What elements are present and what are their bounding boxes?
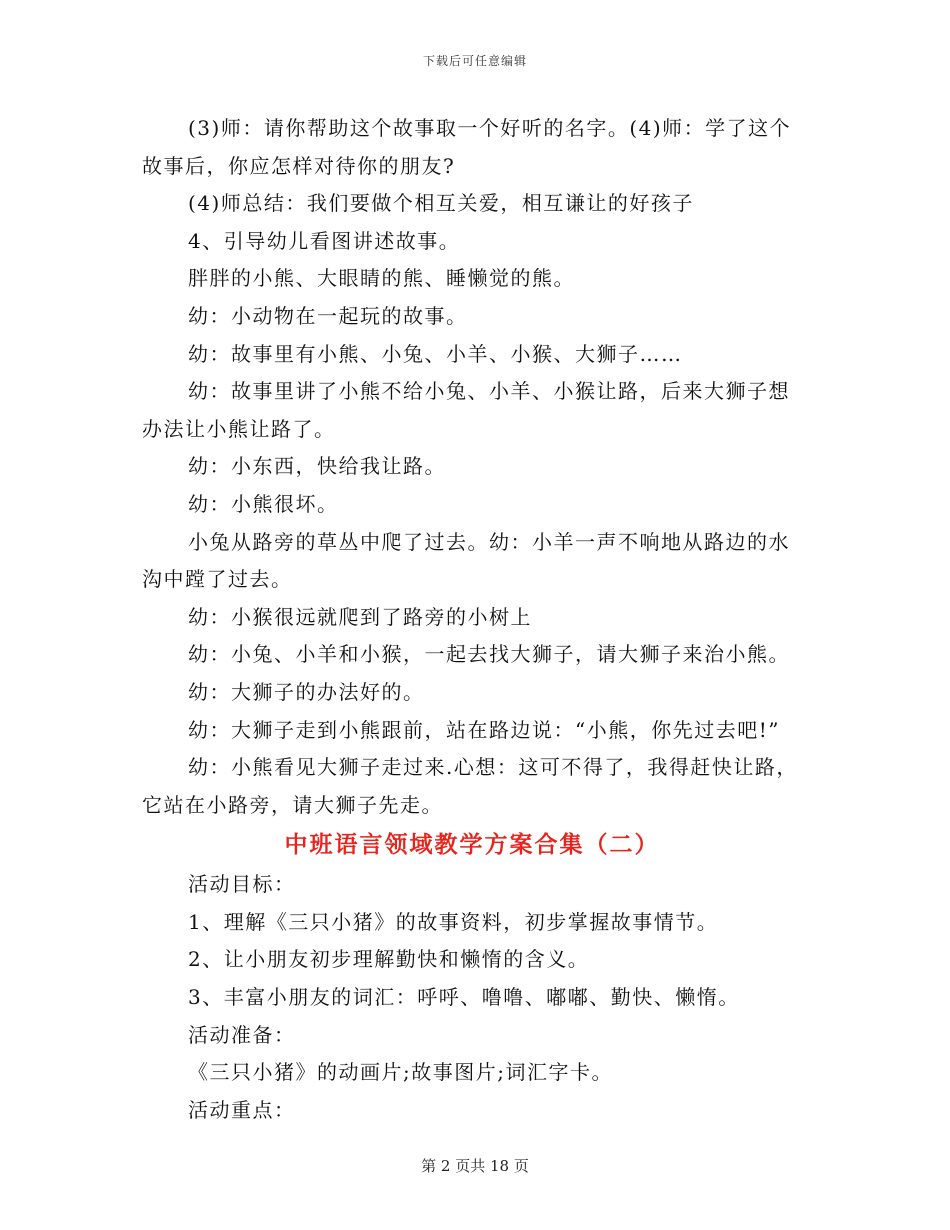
page-footer: 第 2 页共 18 页 [421,1157,529,1175]
paragraph: 4、引导幼儿看图讲述故事。 [188,228,461,253]
paragraph: 幼：小猴很远就爬到了路旁的小树上 [188,604,532,629]
document-body [142,110,802,1129]
paragraph: 幼：大狮子的办法好的。 [188,679,425,704]
paragraph: (4)师总结：我们要做个相互关爱，相互谦让的好孩子 [188,191,694,216]
paragraph: 活动重点： [188,1097,296,1122]
section-title: 中班语言领域教学方案合集（二） [284,831,660,859]
paragraph: 幼：小熊很坏。 [188,491,339,516]
paragraph: 活动准备： [188,1022,296,1047]
paragraph: 《三只小猪》的动画片;故事图片;词汇字卡。 [188,1060,613,1085]
paragraph: 活动目标： [188,872,296,897]
paragraph: 2、让小朋友初步理解勤快和懒惰的含义。 [188,947,590,972]
paragraph: 幼：故事里有小熊、小兔、小羊、小猴、大狮子…… [188,341,683,366]
paragraph: (3)师：请你帮助这个故事取一个好听的名字。(4)师：学了这个故事后，你应怎样对待你的朋友? [142,116,792,178]
page-header: 下载后可任意编辑 [422,54,527,68]
paragraph: 1、理解《三只小猪》的故事资料，初步掌握故事情节。 [188,909,719,934]
paragraph: 幼：小兔、小羊和小猴，一起去找大狮子，请大狮子来治小熊。 [188,642,790,667]
paragraph: 胖胖的小熊、大眼睛的熊、睡懒觉的熊。 [188,266,575,291]
paragraph: 幼：大狮子走到小熊跟前，站在路边说：“小熊，你先过去吧!” [188,717,780,742]
paragraph: 幼：小东西，快给我让路。 [188,454,446,479]
paragraph: 小兔从路旁的草丛中爬了过去。幼：小羊一声不响地从路边的水沟中蹚了过去。 [142,529,790,592]
paragraph: 幼：小熊看见大狮子走过来.心想：这可不得了，我得赶快让路，它站在小路旁，请大狮子先走。 [142,755,798,817]
paragraph: 幼：故事里讲了小熊不给小兔、小羊、小猴让路，后来大狮子想办法让小熊让路了。 [142,379,790,441]
paragraph: 幼：小动物在一起玩的故事。 [188,303,468,328]
paragraph: 3、丰富小朋友的词汇：呼呼、噜噜、嘟嘟、勤快、懒惰。 [188,985,740,1010]
